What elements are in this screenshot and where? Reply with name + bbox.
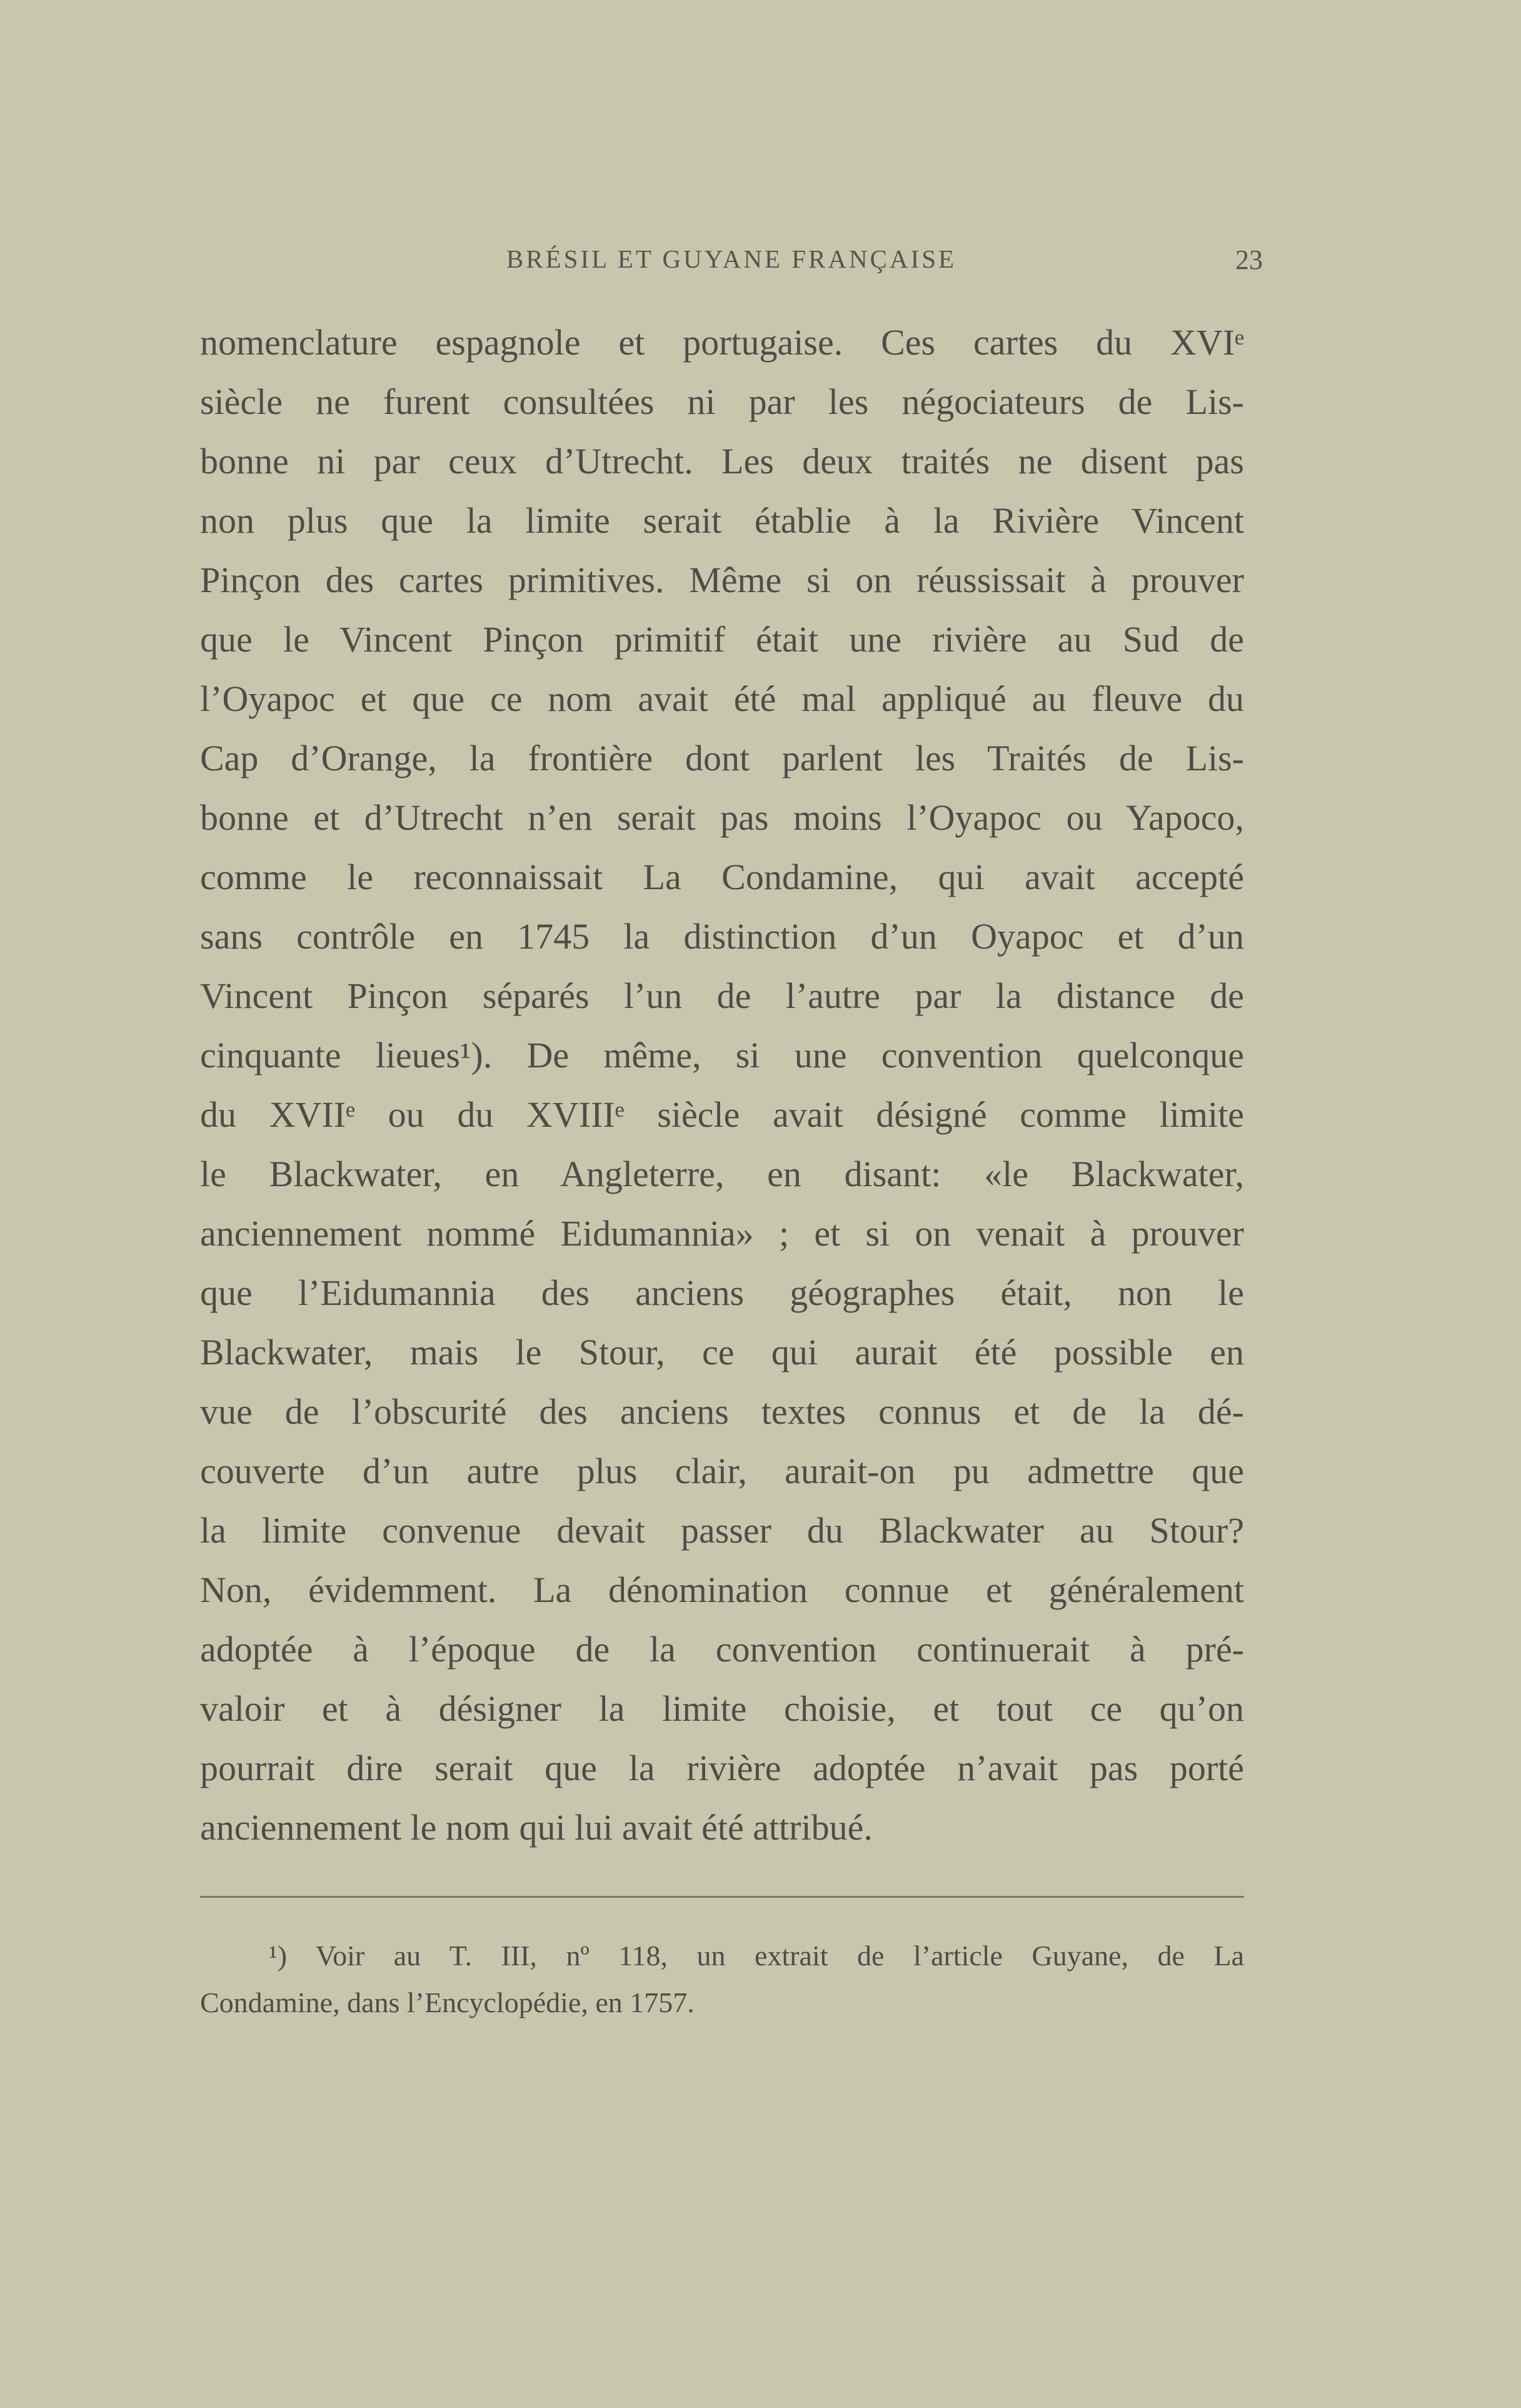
text-line: comme le reconnaissait La Condamine, qui avait accepté [200,857,1244,897]
footnote-line: ¹) Voir au T. III, nº 118, un extrait de l’article Guyane, de La [269,1940,1244,1972]
text-line: le Blackwater, en Angleterre, en disant: «le Blackwater, [200,1154,1244,1194]
text-line: bonne et d’Utrecht n’en serait pas moins l’Oyapoc ou Yapoco, [200,797,1244,838]
text-line: nomenclature espagnole et portugaise. Ces cartes du XVIᵉ [200,322,1244,363]
page-number: 23 [1235,244,1263,275]
text-line: sans contrôle en 1745 la distinction d’un Oyapoc et d’un [200,916,1244,957]
text-line: valoir et à désigner la limite choisie, et tout ce qu’on [200,1688,1244,1729]
body-text [200,313,1244,1857]
text-line: adoptée à l’époque de la convention continuerait à pré- [200,1629,1244,1670]
text-line: Cap d’Orange, la frontière dont parlent les Traités de Lis- [200,738,1244,778]
text-line: bonne ni par ceux d’Utrecht. Les deux traités ne disent pas [200,441,1244,481]
footnote-rule [200,1896,1244,1898]
text-line: pourrait dire serait que la rivière adoptée n’avait pas porté [200,1748,1244,1788]
text-line: que le Vincent Pinçon primitif était une rivière au Sud de [200,619,1244,660]
text-line: non plus que la limite serait établie à la Rivière Vincent [200,500,1244,541]
footnotes [200,1932,1244,2026]
text-line: que l’Eidumannia des anciens géographes était, non le [200,1272,1244,1313]
text-line: du XVIIᵉ ou du XVIIIᵉ siècle avait désigné comme limite [200,1094,1244,1135]
text-line-last: anciennement le nom qui lui avait été attribué. [200,1807,873,1848]
text-line: vue de l’obscurité des anciens textes connus et de la dé- [200,1391,1244,1432]
footnote-line: Condamine, dans l’Encyclopédie, en 1757. [200,1987,695,2018]
text-line: couverte d’un autre plus clair, aurait-on pu admettre que [200,1451,1244,1491]
running-head [200,244,1263,288]
running-title: BRÉSIL ET GUYANE FRANÇAISE [506,244,957,273]
text-line: Pinçon des cartes primitives. Même si on réussissait à prouver [200,560,1244,600]
text-line: la limite convenue devait passer du Blackwater au Stour? [200,1510,1244,1551]
text-line: siècle ne furent consultées ni par les négociateurs de Lis- [200,381,1244,422]
text-line: cinquante lieues¹). De même, si une convention quelconque [200,1035,1244,1076]
text-line: l’Oyapoc et que ce nom avait été mal appliqué au fleuve du [200,678,1244,719]
text-line: Non, évidemment. La dénomination connue et généralement [200,1569,1244,1610]
text-line: anciennement nommé Eidumannia» ; et si on venait à prouver [200,1213,1244,1254]
text-line: Vincent Pinçon séparés l’un de l’autre par la distance de [200,975,1244,1016]
text-line: Blackwater, mais le Stour, ce qui aurait été possible en [200,1332,1244,1373]
